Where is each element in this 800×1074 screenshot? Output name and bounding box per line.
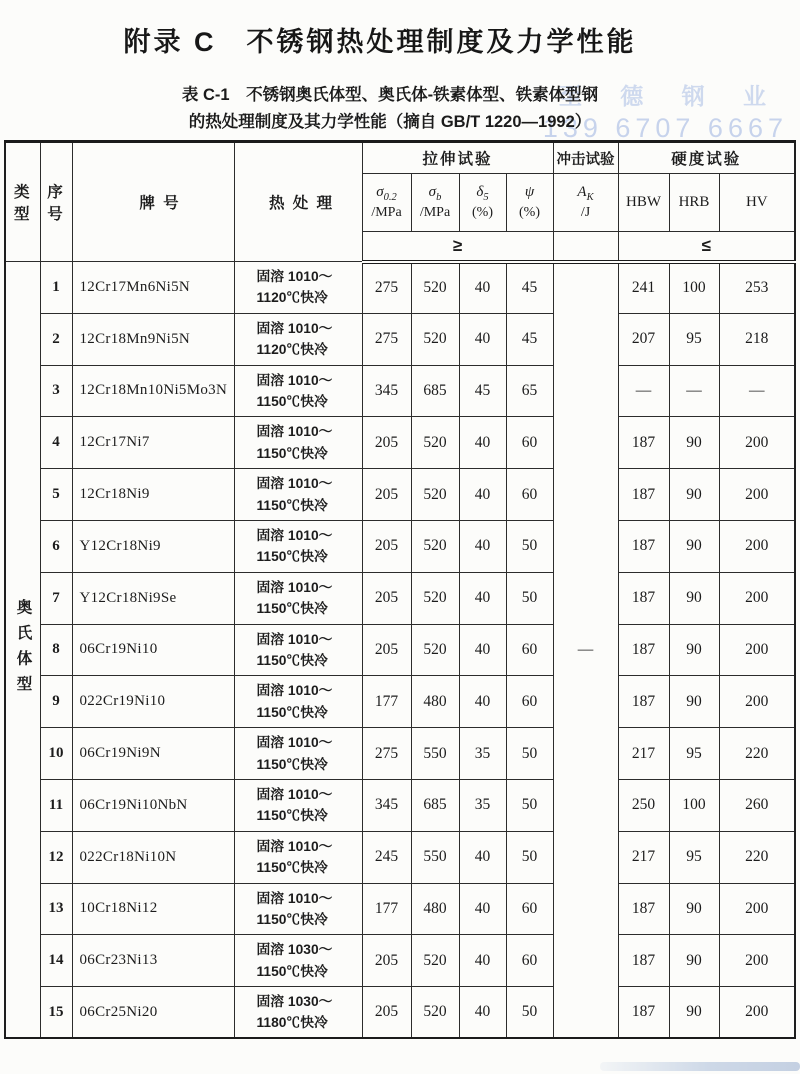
heat-treatment-line1: 固溶 1010～ — [256, 424, 333, 440]
cell-hv: 200 — [719, 417, 795, 469]
properties-table — [4, 140, 796, 1039]
cell-serial-no: 13 — [40, 883, 72, 935]
cell-heat-treatment — [234, 935, 362, 987]
cell-psi: 50 — [506, 728, 553, 780]
cell-delta5: 40 — [459, 572, 506, 624]
cell-sigmab: 480 — [411, 883, 459, 935]
cell-hbw: 207 — [618, 313, 669, 365]
cell-sigmab: 480 — [411, 676, 459, 728]
heat-treatment-line1: 固溶 1010～ — [256, 786, 333, 802]
cell-delta5: 40 — [459, 313, 506, 365]
heat-treatment-line2: 1150℃快冷 — [256, 652, 328, 668]
col-header-hrb: HRB — [669, 174, 719, 232]
heat-treatment-line2: 1150℃快冷 — [256, 704, 328, 720]
cell-sigmab: 685 — [411, 365, 459, 417]
cell-delta5: 40 — [459, 624, 506, 676]
cell-heat-treatment — [234, 728, 362, 780]
group-header-impact: 冲击试验 — [553, 142, 618, 174]
heat-treatment-line1: 固溶 1010～ — [256, 476, 333, 492]
cell-hrb: 100 — [669, 779, 719, 831]
limit-impact-empty — [553, 232, 618, 262]
cell-serial-no: 5 — [40, 469, 72, 521]
heat-treatment-line1: 固溶 1010～ — [256, 631, 333, 647]
cell-delta5: 35 — [459, 779, 506, 831]
cell-sigmab: 520 — [411, 987, 459, 1039]
heat-treatment-line2: 1150℃快冷 — [256, 445, 328, 461]
table-row — [5, 417, 795, 469]
heat-treatment-line2: 1150℃快冷 — [256, 808, 328, 824]
cell-hv: 200 — [719, 520, 795, 572]
cell-grade: 12Cr18Mn9Ni5N — [72, 313, 234, 365]
cell-grade: Y12Cr18Ni9Se — [72, 572, 234, 624]
cell-grade: 022Cr19Ni10 — [72, 676, 234, 728]
cell-delta5: 40 — [459, 520, 506, 572]
cell-psi: 60 — [506, 676, 553, 728]
table-caption-line1: 表 C-1 不锈钢奥氏体型、奥氏体-铁素体型、铁素体型钢 — [181, 86, 599, 104]
cell-hbw: 217 — [618, 831, 669, 883]
table-row — [5, 987, 795, 1039]
heat-treatment-line1: 固溶 1010～ — [256, 579, 333, 595]
cell-hrb: 90 — [669, 987, 719, 1039]
cell-serial-no: 9 — [40, 676, 72, 728]
limit-le: ≤ — [618, 232, 795, 262]
table-row — [5, 572, 795, 624]
group-header-hardness: 硬度试验 — [618, 142, 795, 174]
col-header-heat-treatment: 热 处 理 — [234, 142, 362, 262]
group-header-tensile: 拉伸试验 — [362, 142, 553, 174]
heat-treatment-line1: 固溶 1010～ — [256, 735, 333, 751]
cell-hrb: 95 — [669, 313, 719, 365]
cell-grade: Y12Cr18Ni9 — [72, 520, 234, 572]
cell-hbw: 187 — [618, 520, 669, 572]
cell-hv: 200 — [719, 883, 795, 935]
col-header-delta5: $\delta_5$ (%) — [459, 174, 506, 232]
cell-heat-treatment — [234, 572, 362, 624]
cell-delta5: 40 — [459, 262, 506, 314]
cell-psi: 60 — [506, 469, 553, 521]
cell-hv: 260 — [719, 779, 795, 831]
cell-sigma02: 177 — [362, 883, 411, 935]
cell-psi: 60 — [506, 624, 553, 676]
heat-treatment-line1: 固溶 1010～ — [256, 320, 333, 336]
cell-hv: 200 — [719, 469, 795, 521]
cell-heat-treatment — [234, 624, 362, 676]
cell-hv: 220 — [719, 728, 795, 780]
col-header-grade: 牌 号 — [72, 142, 234, 262]
col-header-sigmab: $\sigma_b$ /MPa — [411, 174, 459, 232]
heat-treatment-line1: 固溶 1030～ — [256, 942, 333, 958]
table-row — [5, 262, 795, 314]
cell-grade: 06Cr25Ni20 — [72, 987, 234, 1039]
cell-heat-treatment — [234, 676, 362, 728]
cell-sigma02: 345 — [362, 779, 411, 831]
cell-hv: 253 — [719, 262, 795, 314]
cell-serial-no: 12 — [40, 831, 72, 883]
cell-sigma02: 205 — [362, 572, 411, 624]
cell-hv: 200 — [719, 624, 795, 676]
cell-hrb: 100 — [669, 262, 719, 314]
cell-sigma02: 205 — [362, 469, 411, 521]
cell-hbw: 187 — [618, 883, 669, 935]
cell-heat-treatment — [234, 262, 362, 314]
cell-delta5: 40 — [459, 883, 506, 935]
cell-grade: 12Cr18Ni9 — [72, 469, 234, 521]
table-row — [5, 883, 795, 935]
cell-sigmab: 520 — [411, 572, 459, 624]
cell-delta5: 40 — [459, 469, 506, 521]
heat-treatment-line1: 固溶 1010～ — [256, 372, 333, 388]
cell-hv: 200 — [719, 987, 795, 1039]
cell-sigma02: 275 — [362, 313, 411, 365]
cell-sigmab: 520 — [411, 469, 459, 521]
heat-treatment-line1: 固溶 1010～ — [256, 683, 333, 699]
cell-grade: 022Cr18Ni10N — [72, 831, 234, 883]
cell-psi: 65 — [506, 365, 553, 417]
steel-type-label: 奥氏体型 — [14, 598, 32, 701]
cell-hbw: 187 — [618, 572, 669, 624]
cell-sigmab: 520 — [411, 935, 459, 987]
cell-heat-treatment — [234, 417, 362, 469]
cell-hbw: 217 — [618, 728, 669, 780]
cell-hrb: 90 — [669, 469, 719, 521]
cell-delta5: 40 — [459, 987, 506, 1039]
cell-hbw: 187 — [618, 417, 669, 469]
table-caption-line2: 的热处理制度及其力学性能（摘自 GB/T 1220—1992） — [188, 113, 592, 132]
header-group-row — [5, 142, 795, 174]
cell-sigmab: 520 — [411, 417, 459, 469]
cell-hrb: 95 — [669, 728, 719, 780]
cell-serial-no: 14 — [40, 935, 72, 987]
cell-hbw: 187 — [618, 676, 669, 728]
cell-psi: 50 — [506, 779, 553, 831]
cell-hv: 200 — [719, 676, 795, 728]
cell-impact-ak: — — [553, 262, 618, 1039]
heat-treatment-line1: 固溶 1010～ — [256, 528, 333, 543]
table-row — [5, 365, 795, 417]
cell-serial-no: 7 — [40, 572, 72, 624]
cell-hrb: 90 — [669, 624, 719, 676]
cell-hv: 200 — [719, 572, 795, 624]
cell-hrb: 95 — [669, 831, 719, 883]
heat-treatment-line1: 固溶 1010～ — [256, 890, 333, 906]
cell-psi: 50 — [506, 572, 553, 624]
cell-hbw: 187 — [618, 935, 669, 987]
heat-treatment-line1: 固溶 1030～ — [256, 993, 333, 1009]
cell-serial-no: 3 — [40, 365, 72, 417]
heat-treatment-line2: 1120℃快冷 — [256, 290, 328, 306]
cell-sigmab: 520 — [411, 624, 459, 676]
cell-sigma02: 205 — [362, 417, 411, 469]
cell-heat-treatment — [234, 469, 362, 521]
cell-serial-no: 4 — [40, 417, 72, 469]
cell-heat-treatment — [234, 831, 362, 883]
heat-treatment-line2: 1150℃快冷 — [256, 911, 328, 927]
limit-ge: ≥ — [362, 232, 553, 262]
cell-heat-treatment — [234, 520, 362, 572]
table-caption — [40, 82, 740, 136]
cell-hbw: 241 — [618, 262, 669, 314]
col-header-type: 类型 — [5, 142, 40, 262]
cell-hv: — — [719, 365, 795, 417]
cell-grade: 06Cr19Ni10 — [72, 624, 234, 676]
cell-heat-treatment — [234, 365, 362, 417]
cell-grade: 12Cr18Mn10Ni5Mo3N — [72, 365, 234, 417]
cell-grade: 06Cr23Ni13 — [72, 935, 234, 987]
cell-delta5: 40 — [459, 417, 506, 469]
heat-treatment-line2: 1150℃快冷 — [256, 497, 328, 513]
cell-heat-treatment — [234, 987, 362, 1039]
cell-psi: 45 — [506, 262, 553, 314]
heat-treatment-line1: 固溶 1010～ — [256, 269, 333, 285]
cell-delta5: 35 — [459, 728, 506, 780]
cell-hrb: 90 — [669, 935, 719, 987]
cell-hrb: 90 — [669, 520, 719, 572]
table-row — [5, 728, 795, 780]
cell-grade: 06Cr19Ni10NbN — [72, 779, 234, 831]
cell-sigmab: 520 — [411, 262, 459, 314]
steel-type-cell — [5, 262, 40, 1039]
cell-hrb: 90 — [669, 572, 719, 624]
heat-treatment-line2: 1150℃快冷 — [256, 756, 328, 772]
heat-treatment-line2: 1150℃快冷 — [256, 549, 328, 565]
cell-sigma02: 205 — [362, 520, 411, 572]
cell-serial-no: 8 — [40, 624, 72, 676]
table-row — [5, 469, 795, 521]
cell-sigma02: 275 — [362, 262, 411, 314]
cell-hv: 220 — [719, 831, 795, 883]
cell-psi: 45 — [506, 313, 553, 365]
cell-sigmab: 520 — [411, 520, 459, 572]
table-row — [5, 520, 795, 572]
cell-serial-no: 2 — [40, 313, 72, 365]
cell-hbw: 187 — [618, 624, 669, 676]
cell-sigma02: 205 — [362, 624, 411, 676]
col-header-no: 序号 — [40, 142, 72, 262]
table-row — [5, 313, 795, 365]
cell-grade: 06Cr19Ni9N — [72, 728, 234, 780]
col-header-hbw: HBW — [618, 174, 669, 232]
cell-sigma02: 245 — [362, 831, 411, 883]
cell-serial-no: 6 — [40, 520, 72, 572]
col-header-hv: HV — [719, 174, 795, 232]
cell-grade: 12Cr17Ni7 — [72, 417, 234, 469]
cell-psi: 60 — [506, 935, 553, 987]
cell-hv: 218 — [719, 313, 795, 365]
cell-delta5: 40 — [459, 676, 506, 728]
cell-hrb: 90 — [669, 883, 719, 935]
cell-hbw: — — [618, 365, 669, 417]
cell-sigmab: 550 — [411, 831, 459, 883]
cell-grade: 10Cr18Ni12 — [72, 883, 234, 935]
heat-treatment-line1: 固溶 1010～ — [256, 838, 333, 854]
cell-sigmab: 520 — [411, 313, 459, 365]
cell-hbw: 187 — [618, 469, 669, 521]
table-row — [5, 831, 795, 883]
heat-treatment-line2: 1150℃快冷 — [256, 860, 328, 876]
cell-psi: 60 — [506, 417, 553, 469]
cell-serial-no: 1 — [40, 262, 72, 314]
cell-sigma02: 177 — [362, 676, 411, 728]
cell-sigma02: 205 — [362, 987, 411, 1039]
heat-treatment-line2: 1150℃快冷 — [256, 601, 328, 617]
cell-heat-treatment — [234, 883, 362, 935]
heat-treatment-line2: 1180℃快冷 — [256, 1015, 328, 1031]
cell-serial-no: 15 — [40, 987, 72, 1039]
watermark-company: 至 德 钢 业 — [558, 83, 782, 109]
cell-sigma02: 345 — [362, 365, 411, 417]
col-header-psi: ψ (%) — [506, 174, 553, 232]
cell-psi: 50 — [506, 987, 553, 1039]
table-header — [5, 142, 795, 262]
cell-sigmab: 685 — [411, 779, 459, 831]
heat-treatment-line2: 1150℃快冷 — [256, 393, 328, 409]
table-body — [5, 262, 795, 1039]
cell-sigma02: 205 — [362, 935, 411, 987]
cell-psi: 50 — [506, 831, 553, 883]
table-row — [5, 935, 795, 987]
cell-delta5: 40 — [459, 831, 506, 883]
page-title: 附录 C 不锈钢热处理制度及力学性能 — [123, 27, 637, 57]
watermark-phone: 139 6707 6667 — [542, 113, 788, 143]
cell-psi: 60 — [506, 883, 553, 935]
cell-hbw: 250 — [618, 779, 669, 831]
cell-heat-treatment — [234, 779, 362, 831]
cell-delta5: 40 — [459, 935, 506, 987]
cell-sigma02: 275 — [362, 728, 411, 780]
col-header-ak: $A_K$ /J — [553, 174, 618, 232]
table-row — [5, 779, 795, 831]
cell-hrb: 90 — [669, 676, 719, 728]
cell-sigmab: 550 — [411, 728, 459, 780]
cell-heat-treatment — [234, 313, 362, 365]
table-row — [5, 676, 795, 728]
cell-serial-no: 10 — [40, 728, 72, 780]
scan-artifact-bar — [600, 1062, 800, 1071]
cell-psi: 50 — [506, 520, 553, 572]
cell-hv: 200 — [719, 935, 795, 987]
cell-hbw: 187 — [618, 987, 669, 1039]
heat-treatment-line2: 1150℃快冷 — [256, 963, 328, 979]
cell-grade: 12Cr17Mn6Ni5N — [72, 262, 234, 314]
col-header-sigma02: $\sigma_{0.2}$ /MPa — [362, 174, 411, 232]
table-row — [5, 624, 795, 676]
cell-delta5: 45 — [459, 365, 506, 417]
cell-serial-no: 11 — [40, 779, 72, 831]
cell-hrb: — — [669, 365, 719, 417]
cell-hrb: 90 — [669, 417, 719, 469]
heat-treatment-line2: 1120℃快冷 — [256, 342, 328, 358]
